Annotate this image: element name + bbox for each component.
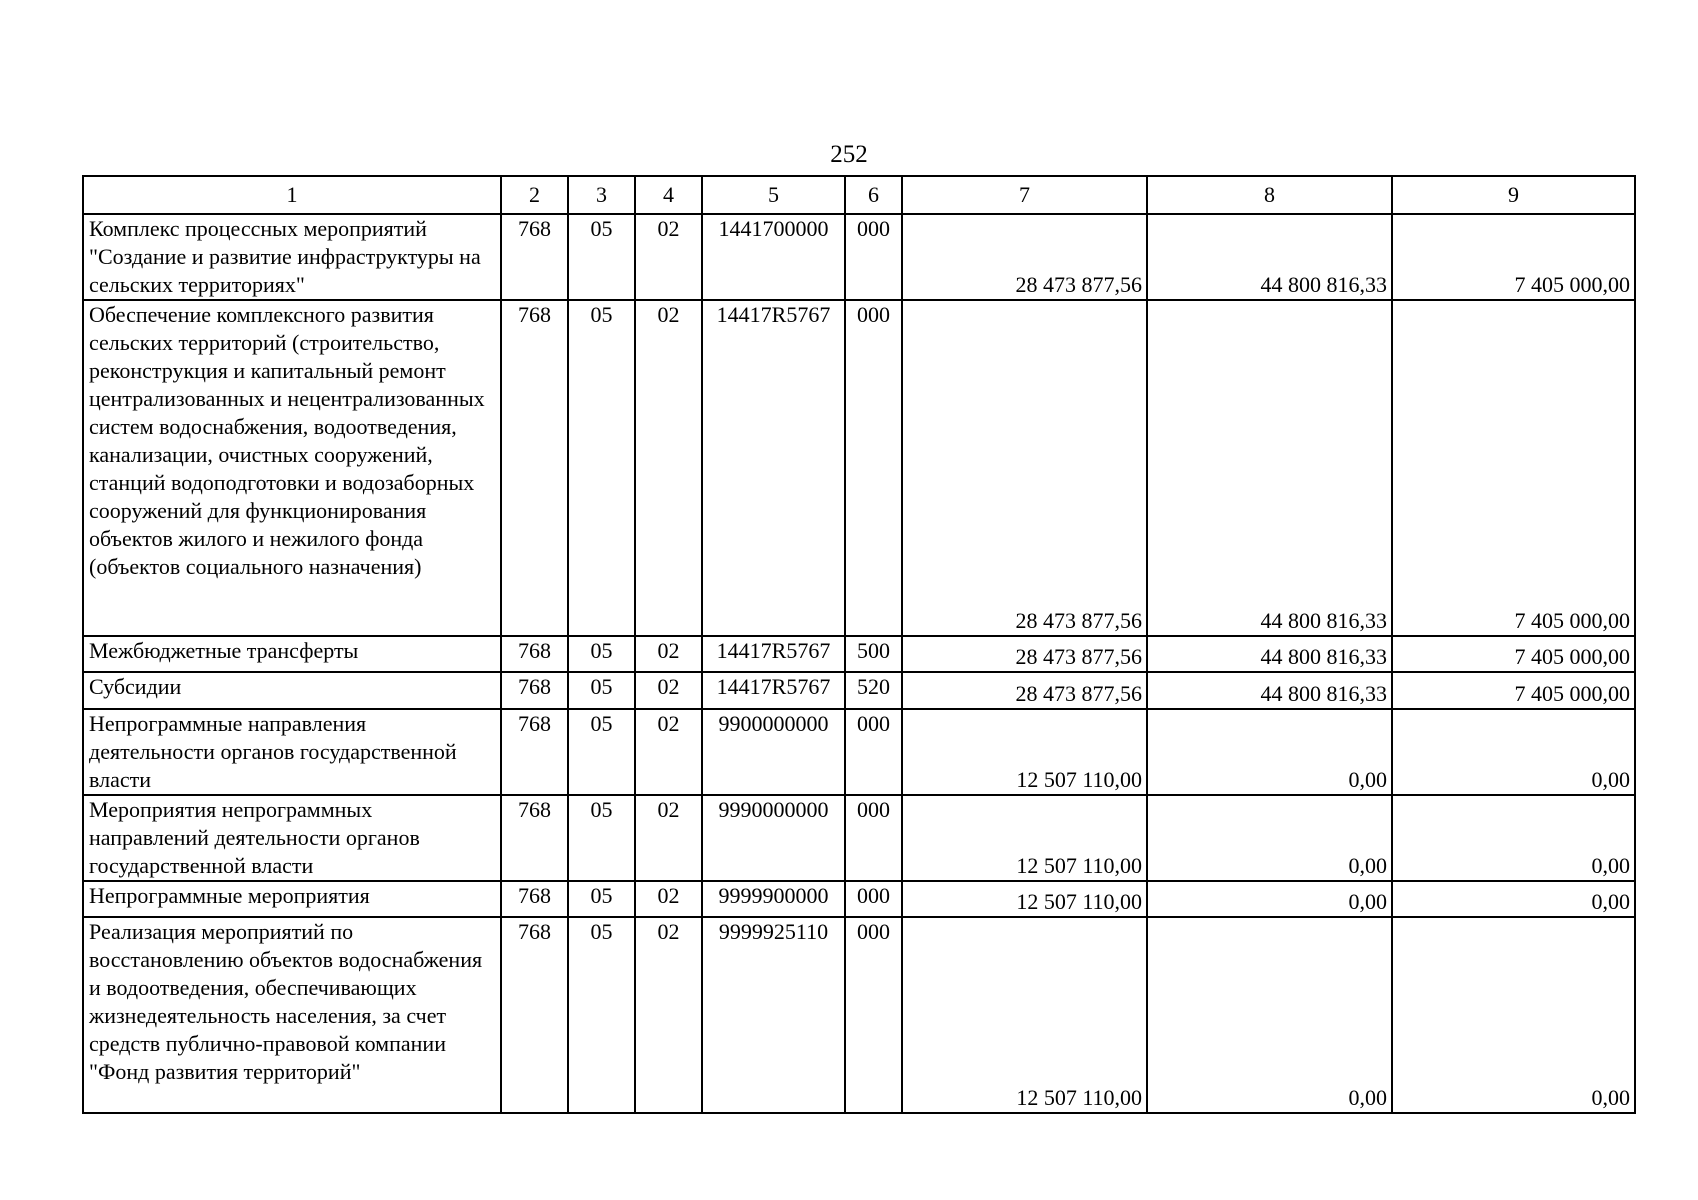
row-amount-7: 28 473 877,56	[902, 214, 1147, 300]
row-code-5: 14417R5767	[702, 672, 845, 709]
header-cell-6: 6	[845, 176, 902, 214]
table-row	[83, 917, 1635, 1113]
row-code-5: 9999900000	[702, 881, 845, 917]
table-row	[83, 300, 1635, 636]
row-code-6: 000	[845, 917, 902, 1113]
row-code-5: 9990000000	[702, 795, 845, 881]
table-row	[83, 709, 1635, 795]
row-amount-9: 0,00	[1392, 709, 1635, 795]
row-amount-8: 0,00	[1147, 795, 1392, 881]
header-cell-5: 5	[702, 176, 845, 214]
row-code-3: 05	[568, 214, 635, 300]
row-amount-8: 0,00	[1147, 881, 1392, 917]
row-code-4: 02	[635, 214, 702, 300]
row-code-6: 000	[845, 300, 902, 636]
row-code-2: 768	[501, 300, 568, 636]
row-code-6: 000	[845, 881, 902, 917]
row-name: Межбюджетные трансферты	[83, 636, 501, 672]
budget-table	[82, 175, 1636, 1114]
row-code-5: 9999925110	[702, 917, 845, 1113]
row-code-2: 768	[501, 795, 568, 881]
row-amount-7: 28 473 877,56	[902, 300, 1147, 636]
row-amount-8: 0,00	[1147, 709, 1392, 795]
row-code-4: 02	[635, 672, 702, 709]
row-code-3: 05	[568, 881, 635, 917]
table-row	[83, 672, 1635, 709]
header-cell-9: 9	[1392, 176, 1635, 214]
header-cell-2: 2	[501, 176, 568, 214]
row-amount-8: 44 800 816,33	[1147, 672, 1392, 709]
row-code-4: 02	[635, 709, 702, 795]
row-code-2: 768	[501, 214, 568, 300]
row-name: Комплекс процессных мероприятий "Создание и развитие инфраструктуры на сельских территориях"	[83, 214, 501, 300]
row-code-4: 02	[635, 917, 702, 1113]
row-code-4: 02	[635, 881, 702, 917]
row-code-5: 14417R5767	[702, 300, 845, 636]
header-cell-8: 8	[1147, 176, 1392, 214]
row-code-2: 768	[501, 636, 568, 672]
table-row	[83, 214, 1635, 300]
row-amount-7: 12 507 110,00	[902, 709, 1147, 795]
table-row	[83, 881, 1635, 917]
header-cell-7: 7	[902, 176, 1147, 214]
row-code-3: 05	[568, 795, 635, 881]
row-code-2: 768	[501, 709, 568, 795]
header-cell-3: 3	[568, 176, 635, 214]
row-amount-7: 12 507 110,00	[902, 881, 1147, 917]
row-code-4: 02	[635, 300, 702, 636]
row-amount-7: 28 473 877,56	[902, 672, 1147, 709]
table-row	[83, 636, 1635, 672]
row-amount-9: 0,00	[1392, 917, 1635, 1113]
row-amount-8: 44 800 816,33	[1147, 214, 1392, 300]
row-amount-9: 7 405 000,00	[1392, 214, 1635, 300]
row-name: Непрограммные направления деятельности органов государственной власти	[83, 709, 501, 795]
row-code-3: 05	[568, 300, 635, 636]
row-amount-8: 44 800 816,33	[1147, 636, 1392, 672]
row-amount-9: 7 405 000,00	[1392, 300, 1635, 636]
row-code-6: 000	[845, 214, 902, 300]
row-code-3: 05	[568, 917, 635, 1113]
row-amount-7: 28 473 877,56	[902, 636, 1147, 672]
row-amount-9: 7 405 000,00	[1392, 672, 1635, 709]
row-code-5: 14417R5767	[702, 636, 845, 672]
row-code-6: 000	[845, 709, 902, 795]
row-code-4: 02	[635, 795, 702, 881]
row-amount-9: 7 405 000,00	[1392, 636, 1635, 672]
header-cell-4: 4	[635, 176, 702, 214]
row-name: Мероприятия непрограммных направлений деятельности органов государственной власти	[83, 795, 501, 881]
row-code-6: 500	[845, 636, 902, 672]
row-code-5: 1441700000	[702, 214, 845, 300]
row-code-3: 05	[568, 672, 635, 709]
row-amount-9: 0,00	[1392, 881, 1635, 917]
row-name: Субсидии	[83, 672, 501, 709]
header-cell-1: 1	[83, 176, 501, 214]
row-amount-8: 44 800 816,33	[1147, 300, 1392, 636]
row-code-3: 05	[568, 636, 635, 672]
table-row	[83, 795, 1635, 881]
row-code-2: 768	[501, 672, 568, 709]
row-code-4: 02	[635, 636, 702, 672]
row-amount-7: 12 507 110,00	[902, 917, 1147, 1113]
row-code-6: 520	[845, 672, 902, 709]
row-code-6: 000	[845, 795, 902, 881]
row-name: Обеспечение комплексного развития сельских территорий (строительство, реконструкция и капитальный ремонт централизованных и нецентрализованных систем водоснабжения, водоотведения, канализации, очистных сооружений, станций водоподготовки и водозаборных сооружений для функционирования объектов жилого и нежилого фонда (объектов социального назначения)	[83, 300, 501, 636]
row-amount-7: 12 507 110,00	[902, 795, 1147, 881]
page-number: 252	[830, 141, 868, 168]
row-amount-8: 0,00	[1147, 917, 1392, 1113]
row-code-5: 9900000000	[702, 709, 845, 795]
row-code-2: 768	[501, 881, 568, 917]
table-header-row	[83, 176, 1635, 214]
row-code-2: 768	[501, 917, 568, 1113]
row-amount-9: 0,00	[1392, 795, 1635, 881]
row-name: Непрограммные мероприятия	[83, 881, 501, 917]
row-code-3: 05	[568, 709, 635, 795]
row-name: Реализация мероприятий по восстановлению объектов водоснабжения и водоотведения, обеспечивающих жизнедеятельность населения, за счет средств публично-правовой компании "Фонд развития территорий"	[83, 917, 501, 1113]
